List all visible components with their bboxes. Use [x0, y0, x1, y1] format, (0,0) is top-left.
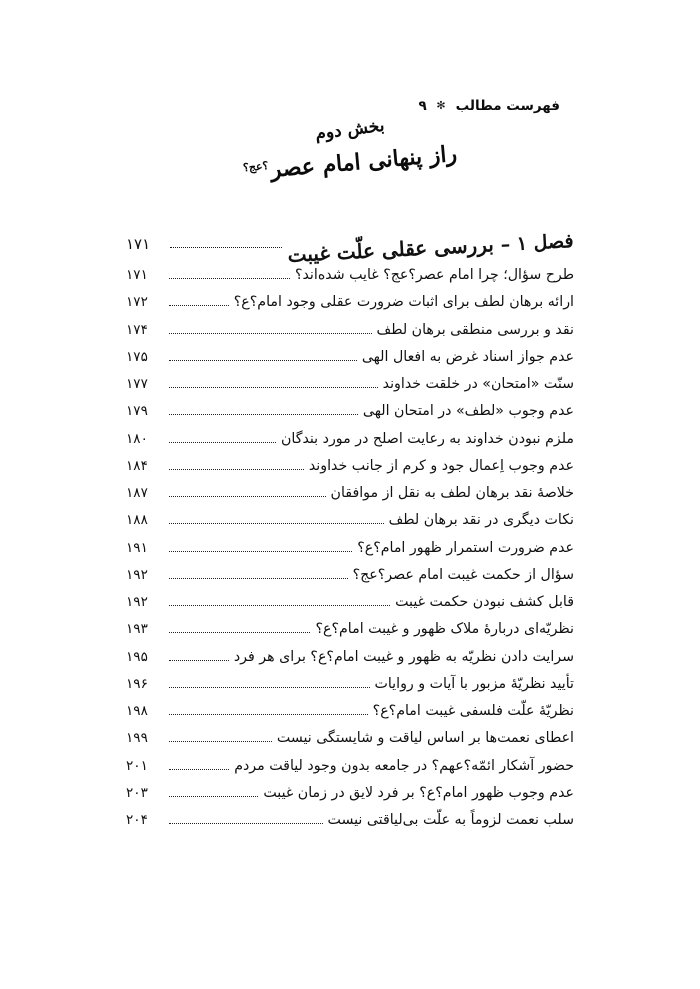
toc-entry[interactable] [126, 349, 574, 367]
toc-entry-title: سنّت «امتحان» در خلقت خداوند [382, 376, 574, 392]
toc-entry[interactable] [126, 431, 574, 449]
toc-entry[interactable] [126, 594, 574, 612]
toc-entry-page: ۱۹۸ [126, 703, 148, 719]
toc-entry-page: ۱۹۲ [126, 594, 148, 610]
toc-entry-title: عدم وجوب ظهور امام؟ع؟ بر فرد لایق در زمان غیبت [263, 784, 574, 801]
toc-entry-page: ۱۹۹ [126, 730, 148, 747]
chapter-label: فصل ۱ – [499, 230, 574, 256]
toc-entry-title: اعطای نعمت‌ها بر اساس لیاقت و شایستگی نیست [276, 730, 574, 747]
toc-entry-title: ارائه برهان لطف برای اثبات ضرورت عقلی وجود امام؟ع؟ [233, 294, 574, 311]
toc-entry-title: عدم وجوب «لطف» در امتحان الهی [362, 403, 574, 420]
toc-entry-title: عدم جواز اسناد غرض به افعال الهی [361, 348, 574, 365]
toc-entry-title: سلب نعمت لزوماً به علّت بی‌لیاقتی نیست [327, 812, 574, 828]
part-kicker: بخش دوم [314, 115, 386, 145]
leader-dots [169, 305, 229, 306]
toc-entry[interactable] [126, 567, 574, 585]
toc-entry-page: ۱۸۸ [126, 512, 148, 529]
toc-entry[interactable] [126, 540, 574, 558]
toc-list [126, 228, 574, 839]
toc-entry[interactable] [126, 730, 574, 748]
toc-entry-page: ۱۷۴ [126, 321, 148, 338]
toc-entry-page: ۱۷۱ [126, 267, 148, 283]
leader-dots [169, 823, 323, 824]
toc-entry-title: نقد و بررسی منطقی برهان لطف [376, 321, 574, 338]
toc-entry-title: نکات دیگری در نقد برهان لطف [388, 512, 574, 529]
toc-entry-page: ۱۷۲ [126, 294, 148, 311]
toc-entry[interactable] [126, 267, 574, 285]
toc-entry-title: خلاصهٔ نقد برهان لطف به نقل از موافقان [330, 485, 574, 501]
toc-entry[interactable] [126, 812, 574, 830]
toc-entry-title: حضور آشکار ائمّه؟عهم؟ در جامعه بدون وجود لیاقت مردم [234, 757, 574, 774]
leader-dots [169, 523, 384, 524]
leader-dots [169, 714, 368, 715]
part-heading [0, 115, 700, 183]
leader-dots [169, 769, 229, 770]
leader-dots [169, 551, 352, 552]
toc-chapter-row[interactable] [126, 228, 574, 267]
toc-entry-page: ۱۹۶ [126, 675, 148, 692]
toc-entry-page: ۱۹۲ [126, 566, 148, 583]
toc-entry-page: ۱۸۷ [126, 485, 148, 501]
leader-dots [169, 687, 370, 688]
toc-entry[interactable] [126, 512, 574, 530]
leader-dots [169, 278, 290, 279]
header-title: فهرست مطالب [455, 98, 560, 114]
toc-entry-title: عدم وجوب اِعمال جود و کرم از جانب خداوند [308, 457, 574, 474]
toc-entry-page: ۱۸۰ [126, 430, 148, 447]
toc-entry[interactable] [126, 703, 574, 721]
leader-dots [169, 360, 357, 361]
star-separator-icon: ✻ [436, 99, 446, 112]
toc-entry-page: ۱۷۹ [126, 403, 148, 420]
chapter-name: بررسی عقلی علّت غیبت [286, 232, 495, 267]
toc-entry-title: عدم ضرورت استمرار ظهور امام؟ع؟ [357, 539, 574, 556]
toc-entry-title: قابل کشف نبودن حکمت غیبت [395, 594, 574, 610]
toc-entry-page: ۱۷۷ [126, 376, 148, 392]
toc-entry-title: سرایت دادن نظریّه به ظهور و غیبت امام؟ع؟ برای هر فرد [233, 648, 574, 665]
toc-entry-page: ۲۰۴ [126, 812, 148, 828]
leader-dots [169, 660, 229, 661]
toc-entry-title: ملزم نبودن خداوند به رعایت اصلح در مورد بندگان [280, 430, 574, 447]
chapter-page-number: ۱۷۱ [126, 235, 151, 253]
toc-entry-page: ۱۹۱ [126, 539, 148, 556]
toc-entry[interactable] [126, 785, 574, 803]
part-title [242, 141, 458, 186]
leader-dots [170, 247, 282, 248]
toc-entry-title: نظریّه‌ای دربارهٔ ملاک ظهور و غیبت امام؟ع؟ [315, 621, 574, 638]
leader-dots [169, 442, 276, 443]
toc-entry[interactable] [126, 322, 574, 340]
honorific-icon: ؟عج؟ [242, 158, 269, 175]
toc-entry-page: ۲۰۱ [126, 757, 148, 774]
leader-dots [169, 414, 358, 415]
toc-entry[interactable] [126, 676, 574, 694]
leader-dots [169, 578, 348, 579]
toc-entry-page: ۱۹۳ [126, 621, 148, 638]
toc-entry[interactable] [126, 403, 574, 421]
toc-entry[interactable] [126, 649, 574, 667]
toc-entry-page: ۱۹۵ [126, 648, 148, 665]
toc-entry-title: نظریّهٔ علّت فلسفی غیبت امام؟ع؟ [372, 703, 574, 719]
leader-dots [169, 469, 304, 470]
leader-dots [169, 333, 372, 334]
part-title-text: راز پنهانی امام عصر [269, 140, 458, 183]
toc-entry[interactable] [126, 458, 574, 476]
header-page-number: ۹ [418, 98, 427, 114]
running-header [418, 98, 560, 114]
toc-entry[interactable] [126, 376, 574, 394]
toc-entry-page: ۱۷۵ [126, 348, 148, 365]
toc-chapter-title [287, 228, 574, 269]
leader-dots [169, 605, 390, 606]
toc-entry[interactable] [126, 621, 574, 639]
toc-entry-title: طرح سؤال؛ چرا امام عصر؟عج؟ غایب شده‌اند؟ [294, 267, 574, 283]
leader-dots [169, 387, 378, 388]
toc-entry-page: ۲۰۳ [126, 784, 148, 801]
leader-dots [169, 496, 326, 497]
toc-entry-title: تأیید نظریّهٔ مزبور با آیات و روایات [374, 675, 574, 692]
leader-dots [169, 796, 258, 797]
toc-entry[interactable] [126, 758, 574, 776]
toc-entry[interactable] [126, 485, 574, 503]
toc-entry-page: ۱۸۴ [126, 457, 148, 474]
leader-dots [169, 741, 272, 742]
toc-entry-title: سؤال از حکمت غیبت امام عصر؟عج؟ [352, 566, 574, 583]
leader-dots [169, 632, 310, 633]
toc-entry[interactable] [126, 294, 574, 312]
